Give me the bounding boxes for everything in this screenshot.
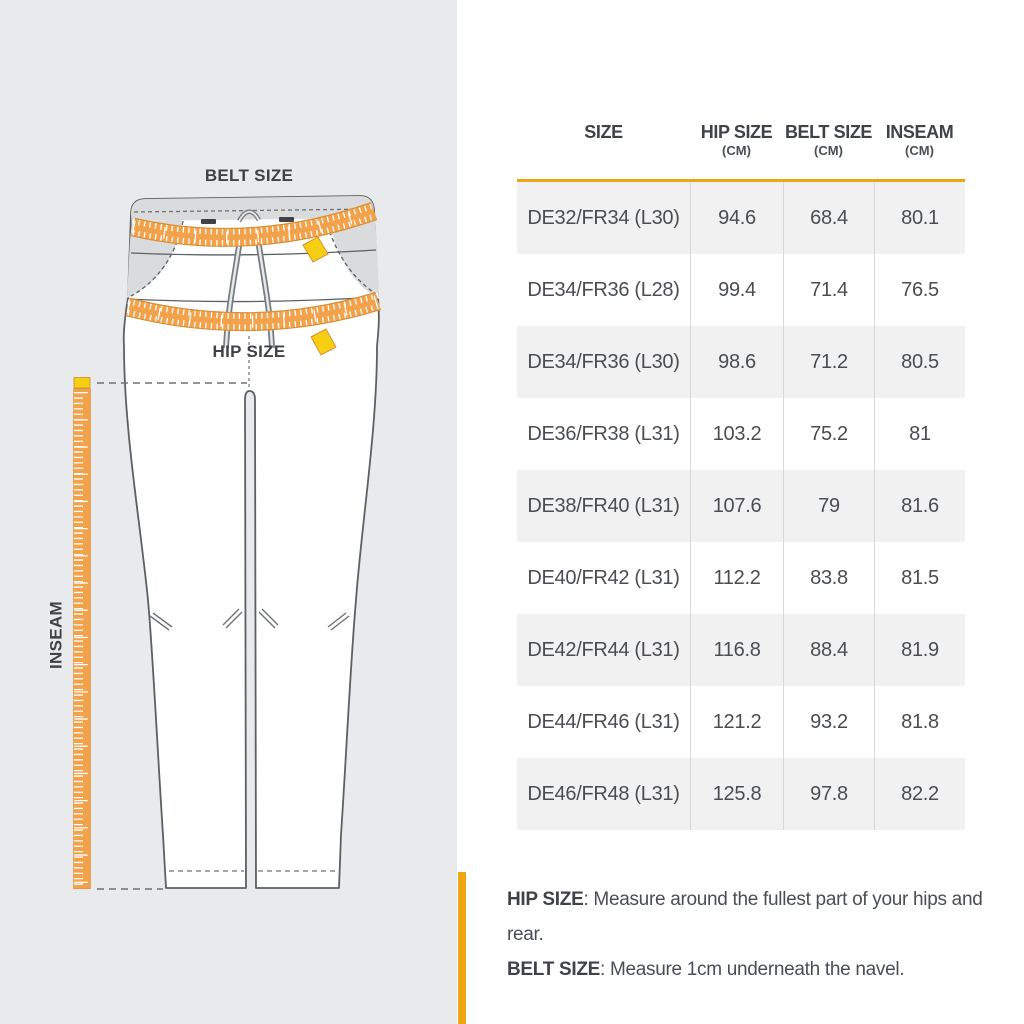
- belt-cell: 88.4: [783, 614, 874, 686]
- inseam-ruler: [74, 378, 90, 890]
- column-header-belt: BELT SIZE (CM): [784, 122, 873, 158]
- hip-cell: 107.6: [690, 470, 783, 542]
- size-cell: DE34/FR36 (L28): [527, 278, 680, 301]
- belt-cell: 83.8: [783, 542, 874, 614]
- table-row: [517, 254, 965, 326]
- inseam-cell: 82.2: [874, 758, 965, 830]
- column-header-size: SIZE: [584, 122, 623, 142]
- table-row: [517, 470, 965, 542]
- belt-cell: 93.2: [783, 686, 874, 758]
- accent-bar: [458, 872, 466, 1024]
- hip-cell: 121.2: [690, 686, 783, 758]
- hip-size-note: HIP SIZE: Measure around the fullest part of your hips and rear.: [507, 889, 983, 945]
- inseam-cell: 76.5: [874, 254, 965, 326]
- pants-diagram: [0, 0, 457, 1024]
- inseam-cell: 81.6: [874, 470, 965, 542]
- column-header-hip: HIP SIZE (CM): [700, 122, 773, 158]
- size-cell: DE34/FR36 (L30): [527, 350, 680, 373]
- illustration-panel: [0, 0, 457, 1024]
- pants-outline: [124, 196, 379, 888]
- column-header-inseam: INSEAM (CM): [885, 122, 954, 158]
- belt-cell: 97.8: [783, 758, 874, 830]
- hip-cell: 98.6: [690, 326, 783, 398]
- hip-cell: 116.8: [690, 614, 783, 686]
- size-cell: DE46/FR48 (L31): [527, 782, 680, 805]
- inseam-label: INSEAM: [46, 601, 66, 669]
- table-row: [517, 398, 965, 470]
- hip-cell: 125.8: [690, 758, 783, 830]
- table-row: [517, 614, 965, 686]
- inseam-cell: 81.9: [874, 614, 965, 686]
- size-cell: DE40/FR42 (L31): [527, 566, 680, 589]
- table-body: [517, 182, 965, 830]
- hip-cell: 112.2: [690, 542, 783, 614]
- size-cell: DE36/FR38 (L31): [527, 422, 680, 445]
- inseam-cell: 81: [874, 398, 965, 470]
- hip-cell: 94.6: [690, 182, 783, 254]
- table-row: [517, 542, 965, 614]
- hip-size-label: HIP SIZE: [212, 342, 286, 361]
- belt-loop: [201, 219, 216, 224]
- belt-cell: 71.4: [783, 254, 874, 326]
- size-cell: DE38/FR40 (L31): [527, 494, 680, 517]
- belt-loop: [279, 217, 294, 222]
- measurement-notes: [507, 882, 1022, 987]
- belt-size-note: BELT SIZE: Measure 1cm underneath the navel.: [507, 959, 905, 980]
- belt-cell: 79: [783, 470, 874, 542]
- size-cell: DE44/FR46 (L31): [527, 710, 680, 733]
- inseam-cell: 80.1: [874, 182, 965, 254]
- belt-cell: 68.4: [783, 182, 874, 254]
- hip-cell: 99.4: [690, 254, 783, 326]
- size-table: [517, 118, 965, 830]
- belt-size-label: BELT SIZE: [204, 166, 294, 185]
- size-cell: DE42/FR44 (L31): [527, 638, 680, 661]
- table-header: [517, 118, 965, 182]
- inseam-cell: 80.5: [874, 326, 965, 398]
- table-row: [517, 182, 965, 254]
- table-row: [517, 758, 965, 830]
- table-row: [517, 686, 965, 758]
- belt-cell: 71.2: [783, 326, 874, 398]
- table-row: [517, 326, 965, 398]
- size-cell: DE32/FR34 (L30): [527, 206, 680, 229]
- inseam-cell: 81.8: [874, 686, 965, 758]
- hip-cell: 103.2: [690, 398, 783, 470]
- belt-cell: 75.2: [783, 398, 874, 470]
- inseam-cell: 81.5: [874, 542, 965, 614]
